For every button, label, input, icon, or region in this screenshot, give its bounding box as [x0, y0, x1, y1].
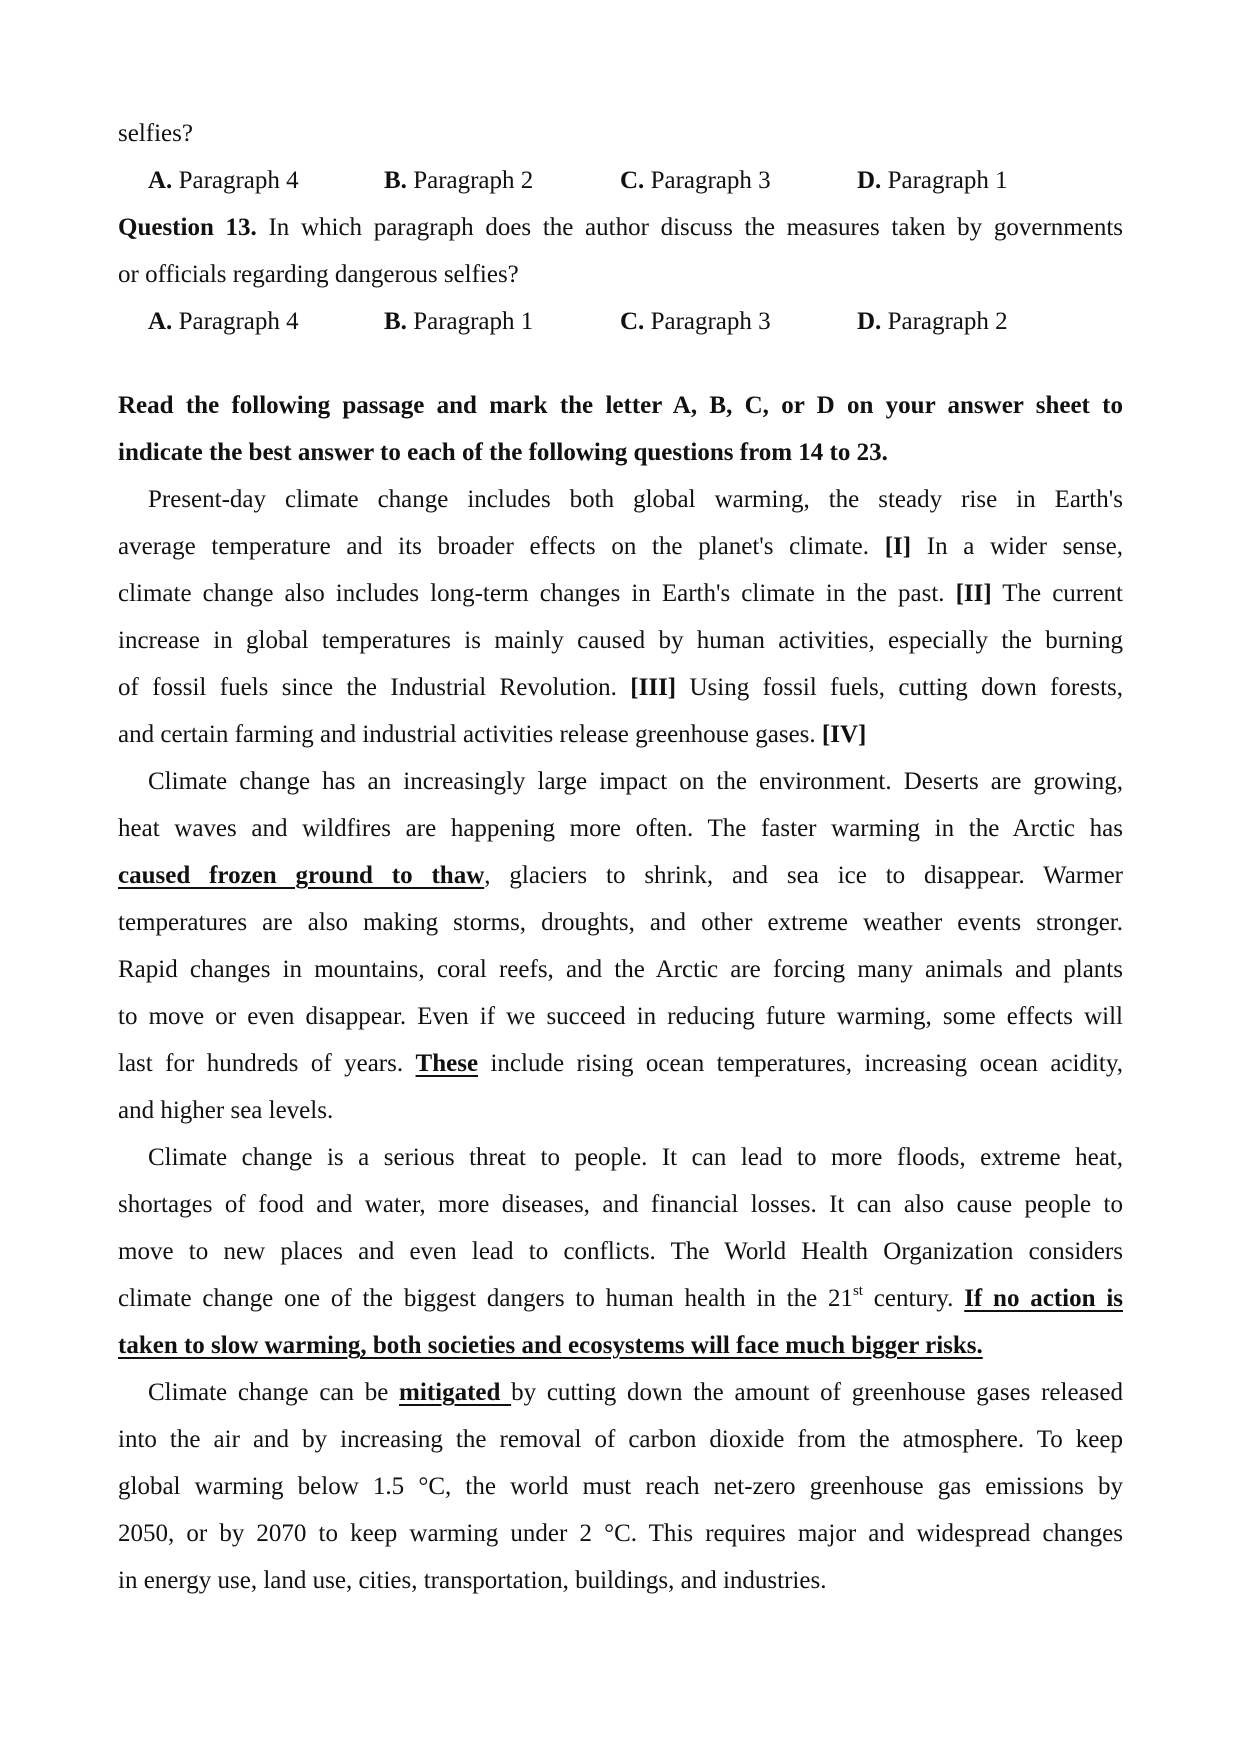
- text-line: climate change also includes long-term changes in Earth's climate in the past. [II] The current: [118, 580, 1123, 607]
- option-c: C. Paragraph 3: [620, 308, 771, 335]
- question-12-tail: selfies?: [118, 120, 193, 147]
- text-line: Climate change has an increasingly large impact on the environment. Deserts are growing,: [148, 768, 1123, 795]
- text-line: average temperature and its broader effects on the planet's climate. [I] In a wider sense,: [118, 533, 1123, 560]
- option-b: B. Paragraph 1: [384, 308, 534, 335]
- option-d: D. Paragraph 1: [857, 167, 1008, 194]
- text-line: and certain farming and industrial activities release greenhouse gases. [IV]: [118, 721, 867, 748]
- option-a: A. Paragraph 4: [148, 167, 299, 194]
- text-line: into the air and by increasing the removal of carbon dioxide from the atmosphere. To keep: [118, 1426, 1123, 1453]
- insert-marker-i: [I]: [884, 533, 912, 560]
- text-line: climate change one of the biggest dangers to human health in the 21st century. If no action is: [118, 1282, 1123, 1312]
- underlined-word: These: [415, 1050, 479, 1077]
- paragraph-4: [118, 1369, 1123, 1604]
- paragraph-1: [118, 476, 1123, 758]
- text-line: shortages of food and water, more diseases, and financial losses. It can also cause people to: [118, 1191, 1123, 1218]
- question-13-stem-cont: or officials regarding dangerous selfies?: [118, 261, 519, 288]
- text-line: Present-day climate change includes both global warming, the steady rise in Earth's: [148, 486, 1123, 513]
- underlined-sentence: If no action is: [964, 1285, 1123, 1312]
- insert-marker-iv: [IV]: [821, 721, 867, 748]
- text-line: global warming below 1.5 °C, the world must reach net-zero greenhouse gas emissions by: [118, 1473, 1123, 1500]
- text-line: move to new places and even lead to conflicts. The World Health Organization considers: [118, 1238, 1123, 1265]
- text-line: Climate change can be mitigated by cutting down the amount of greenhouse gases released: [148, 1379, 1123, 1406]
- option-b: B. Paragraph 2: [384, 167, 534, 194]
- text-line: Climate change is a serious threat to people. It can lead to more floods, extreme heat,: [148, 1144, 1123, 1171]
- question-13-options: [118, 298, 1123, 345]
- option-d: D. Paragraph 2: [857, 308, 1008, 335]
- text-line: temperatures are also making storms, droughts, and other extreme weather events stronger.: [118, 909, 1123, 936]
- question-13-stem: Question 13. In which paragraph does the author discuss the measures taken by governments: [118, 214, 1123, 241]
- text-line: increase in global temperatures is mainly caused by human activities, especially the burning: [118, 627, 1123, 654]
- text-line: and higher sea levels.: [118, 1097, 334, 1124]
- underlined-phrase: caused frozen ground to thaw: [118, 862, 485, 889]
- text-line: [118, 1322, 1123, 1369]
- text-line: to move or even disappear. Even if we succeed in reducing future warming, some effects will: [118, 1003, 1123, 1030]
- text-line: in energy use, land use, cities, transportation, buildings, and industries.: [118, 1567, 827, 1594]
- insert-marker-ii: [II]: [955, 580, 992, 607]
- text-line: heat waves and wildfires are happening more often. The faster warming in the Arctic has: [118, 815, 1123, 842]
- paragraph-2: [118, 758, 1123, 1134]
- text-line: of fossil fuels since the Industrial Revolution. [III] Using fossil fuels, cutting down forests,: [118, 674, 1123, 701]
- text-line: Rapid changes in mountains, coral reefs, and the Arctic are forcing many animals and plants: [118, 956, 1123, 983]
- question-12-options: [118, 157, 1123, 204]
- document-page: [118, 110, 1123, 1604]
- paragraph-3: [118, 1134, 1123, 1369]
- option-a: A. Paragraph 4: [148, 308, 299, 335]
- text-line: last for hundreds of years. These include rising ocean temperatures, increasing ocean acidity,: [118, 1050, 1123, 1077]
- instruction-line-2: indicate the best answer to each of the following questions from 14 to 23.: [118, 439, 888, 466]
- insert-marker-iii: [III]: [630, 674, 677, 701]
- instruction-line-1: Read the following passage and mark the letter A, B, C, or D on your answer sheet to: [118, 392, 1123, 419]
- underlined-sentence: taken to slow warming, both societies and ecosystems will face much bigger risks.: [118, 1332, 983, 1359]
- underlined-word: mitigated: [399, 1379, 512, 1406]
- text-line: 2050, or by 2070 to keep warming under 2 °C. This requires major and widespread changes: [118, 1520, 1123, 1547]
- text-line: caused frozen ground to thaw, glaciers to shrink, and sea ice to disappear. Warmer: [118, 862, 1124, 889]
- option-c: C. Paragraph 3: [620, 167, 771, 194]
